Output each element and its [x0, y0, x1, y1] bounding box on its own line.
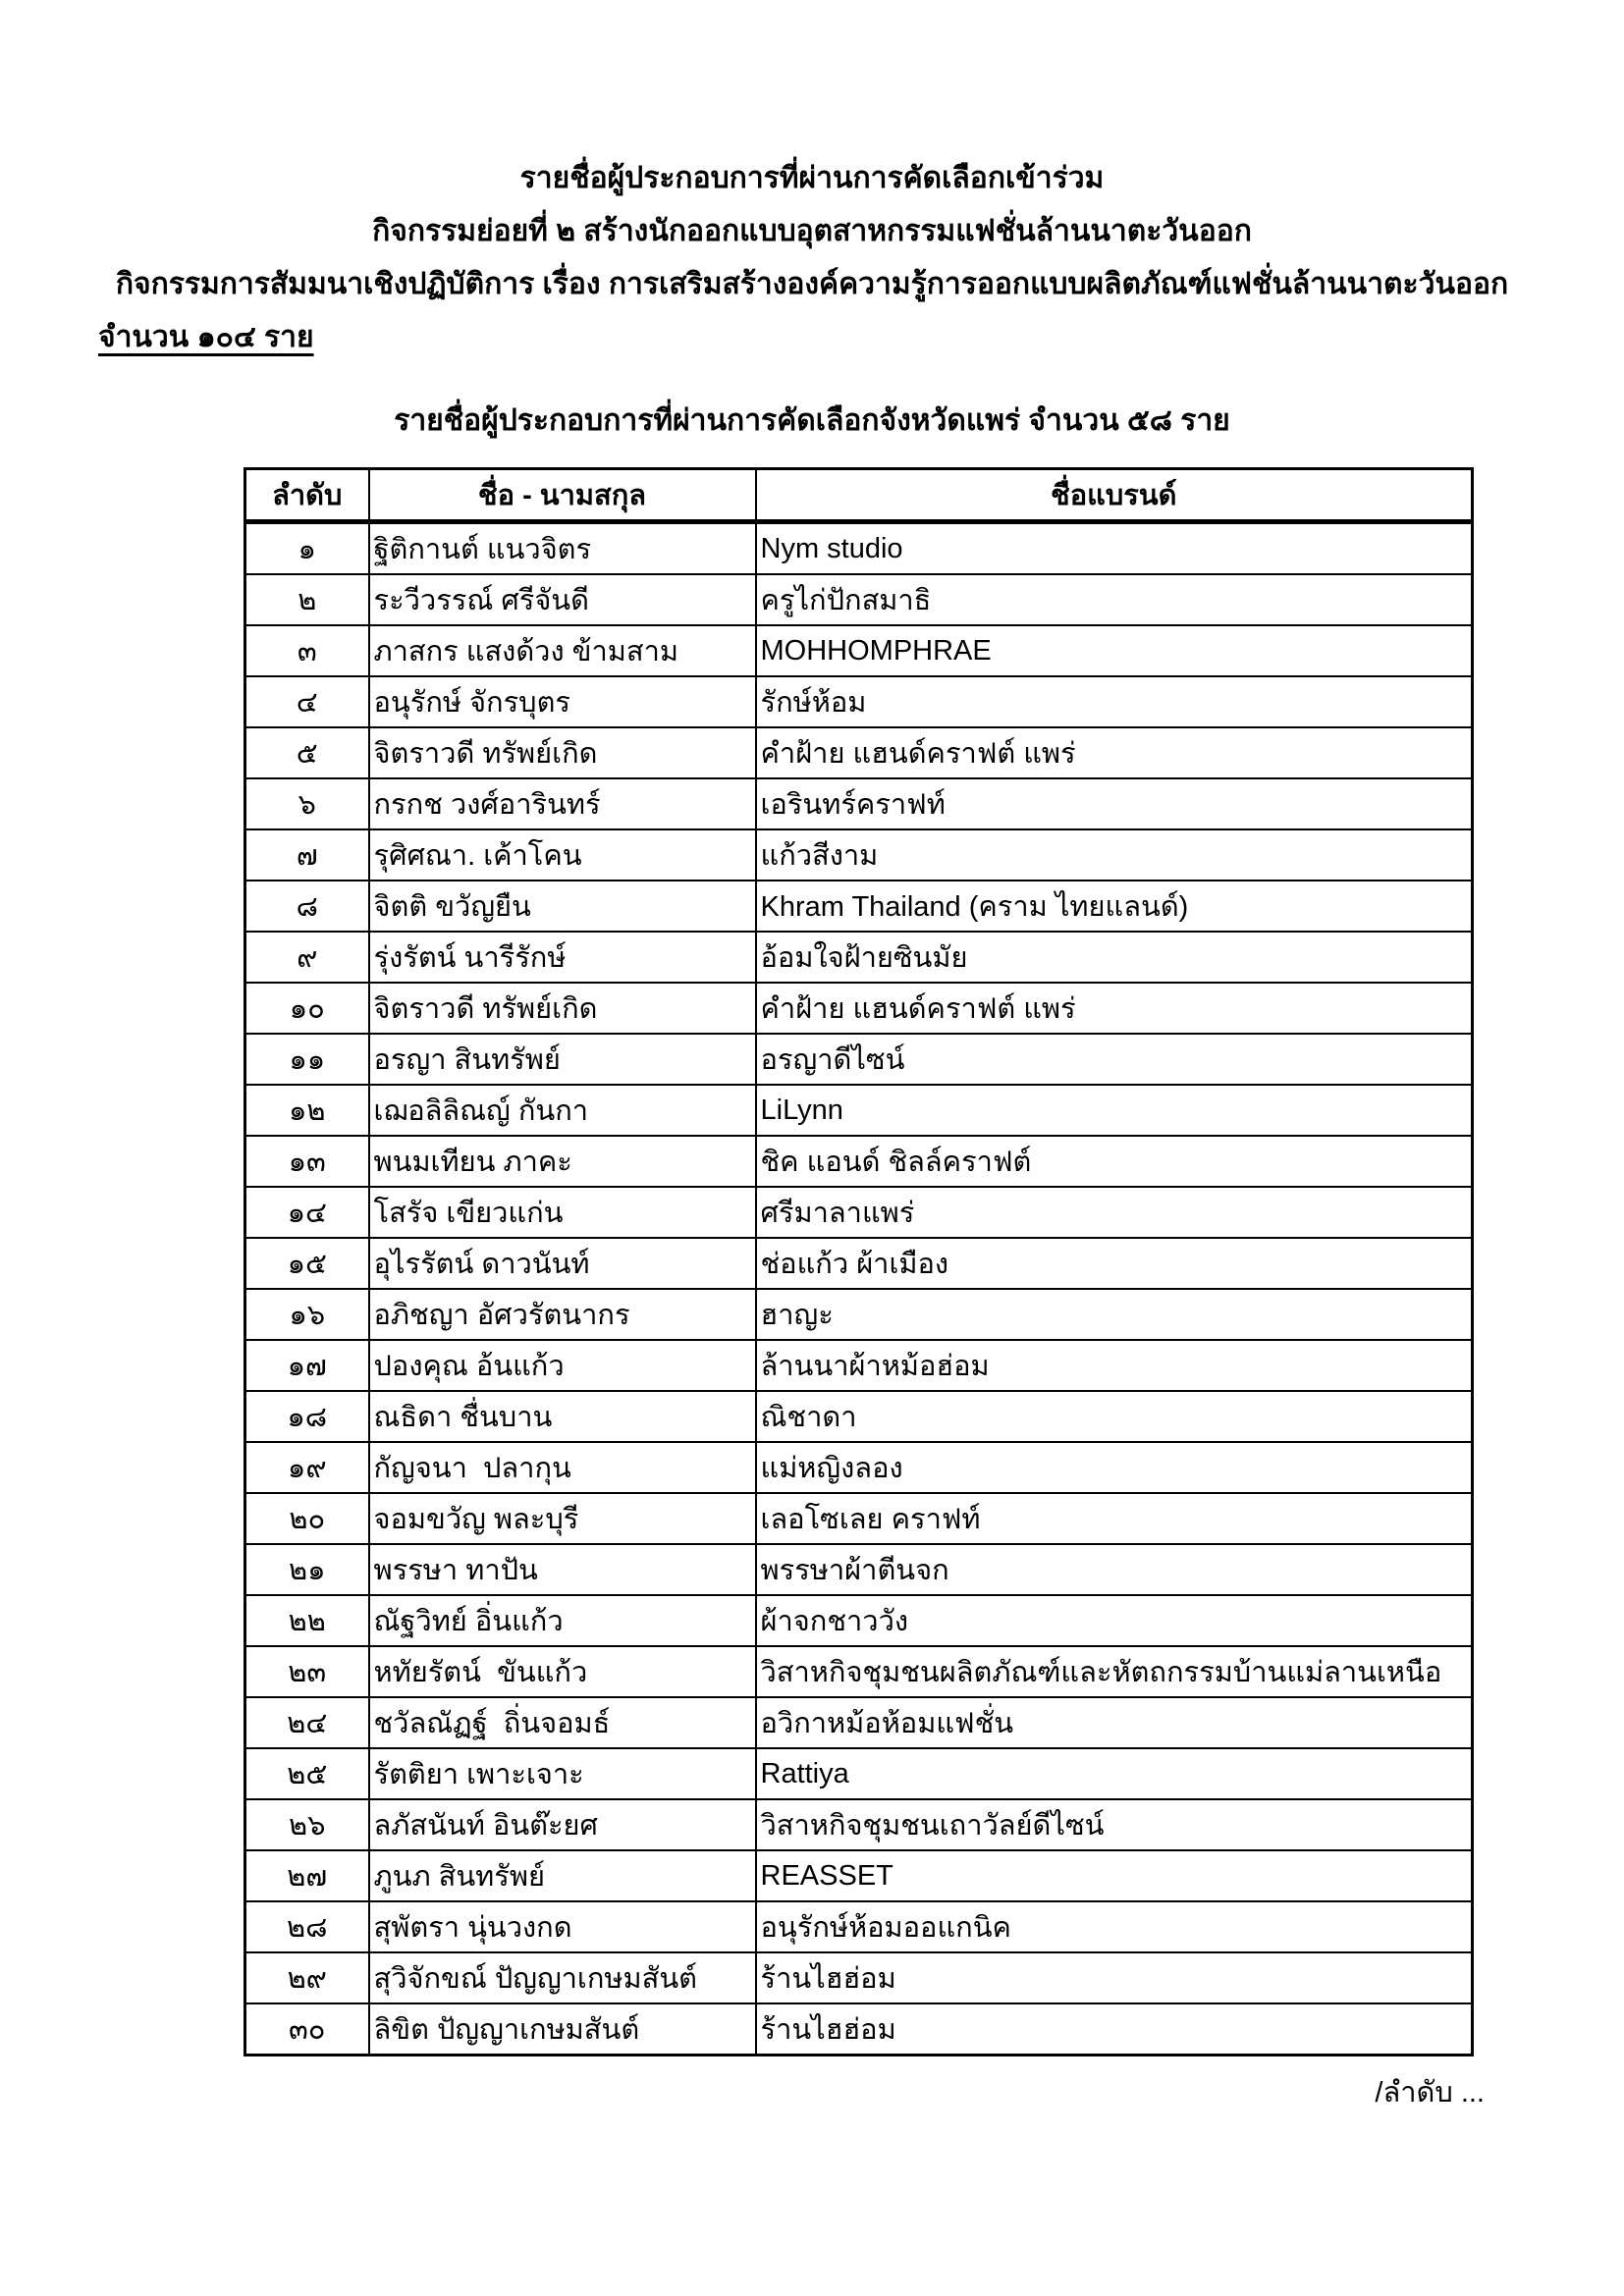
table-row: [245, 881, 1473, 932]
order-cell: ๓: [245, 625, 369, 676]
name-cell: อุไรรัตน์ ดาวนันท์: [369, 1238, 756, 1289]
brand-cell: แก้วสีงาม: [756, 829, 1473, 881]
name-cell: ภาสกร แสงด้วง ข้ามสาม: [369, 625, 756, 676]
name-cell: จอมขวัญ พละบุรี: [369, 1493, 756, 1544]
brand-cell: แม่หญิงลอง: [756, 1442, 1473, 1493]
header-cell-name: ชื่อ - นามสกุล: [369, 469, 756, 522]
table-row: [245, 1034, 1473, 1085]
brand-cell: เอรินทร์คราฟท์: [756, 778, 1473, 829]
table-row: [245, 829, 1473, 881]
name-cell: อนุรักษ์ จักรบุตร: [369, 676, 756, 727]
page-title-line-1: รายชื่อผู้ประกอบการที่ผ่านการคัดเลือกเข้าร่วม: [519, 162, 1105, 194]
table-row: [245, 1085, 1473, 1136]
name-cell: ณธิดา ชื่นบาน: [369, 1391, 756, 1442]
name-cell: ณัฐวิทย์ อิ่นแก้ว: [369, 1595, 756, 1646]
order-cell: ๑๐: [245, 983, 369, 1034]
document-content: [98, 0, 1526, 2056]
table-row: [245, 932, 1473, 983]
page-title-line-3: กิจกรรมการสัมมนาเชิงปฏิบัติการ เรื่อง การเสริมสร้างองค์ความรู้การออกแบบผลิตภัณฑ์แฟชั่นล้านนาตะวันออก: [115, 268, 1509, 300]
name-cell: ลิขิต ปัญญาเกษมสันต์: [369, 2003, 756, 2056]
brand-cell: อนุรักษ์ห้อมออแกนิค: [756, 1901, 1473, 1952]
table-row: [245, 778, 1473, 829]
brand-cell: Khram Thailand (คราม ไทยแลนด์): [756, 881, 1473, 932]
brand-cell: ผ้าจกชาววัง: [756, 1595, 1473, 1646]
order-cell: ๒๘: [245, 1901, 369, 1952]
brand-cell: วิสาหกิจชุมชนเถาวัลย์ดีไซน์: [756, 1799, 1473, 1850]
brand-cell: พรรษาผ้าตีนจก: [756, 1544, 1473, 1595]
name-cell: พรรษา ทาปัน: [369, 1544, 756, 1595]
total-count-line: จำนวน ๑๐๔ ราย: [98, 321, 314, 353]
brand-cell: REASSET: [756, 1850, 1473, 1901]
name-cell: อภิชญา อัศวรัตนากร: [369, 1289, 756, 1340]
brand-cell: ณิชาดา: [756, 1391, 1473, 1442]
name-cell: โสรัจ เขียวแก่น: [369, 1187, 756, 1238]
table-row: [245, 1340, 1473, 1391]
brand-cell: ร้านไฮฮ่อม: [756, 1952, 1473, 2003]
page-title-line-2: กิจกรรมย่อยที่ ๒ สร้างนักออกแบบอุตสาหกรรมแฟชั่นล้านนาตะวันออก: [372, 215, 1252, 247]
table-header-row: [245, 469, 1473, 522]
order-cell: ๕: [245, 727, 369, 778]
brand-cell: อ้อมใจฝ้ายซินมัย: [756, 932, 1473, 983]
order-cell: ๓๐: [245, 2003, 369, 2056]
name-cell: หทัยรัตน์ ขันแก้ว: [369, 1646, 756, 1697]
table-row: [245, 1493, 1473, 1544]
name-cell: ชวัลณัฏฐ์ ถิ่นจอมธ์: [369, 1697, 756, 1748]
brand-cell: วิสาหกิจชุมชนผลิตภัณฑ์และหัตถกรรมบ้านแม่ลานเหนือ: [756, 1646, 1473, 1697]
name-cell: กรกช วงศ์อารินทร์: [369, 778, 756, 829]
order-cell: ๑: [245, 522, 369, 575]
brand-cell: MOHHOMPHRAE: [756, 625, 1473, 676]
name-cell: ระวีวรรณ์ ศรีจันดี: [369, 574, 756, 625]
name-cell: สุวิจักขณ์ ปัญญาเกษมสันต์: [369, 1952, 756, 2003]
order-cell: ๒๔: [245, 1697, 369, 1748]
brand-cell: Nym studio: [756, 522, 1473, 575]
table-row: [245, 1595, 1473, 1646]
brand-cell: ล้านนาผ้าหม้อฮ่อม: [756, 1340, 1473, 1391]
table-title: รายชื่อผู้ประกอบการที่ผ่านการคัดเลือกจังหวัดแพร่ จำนวน ๕๘ ราย: [394, 404, 1230, 437]
brand-cell: ศรีมาลาแพร่: [756, 1187, 1473, 1238]
brand-cell: ชิค แอนด์ ชิลล์คราฟต์: [756, 1136, 1473, 1187]
brand-cell: รักษ์ห้อม: [756, 676, 1473, 727]
brand-cell: อวิกาหม้อห้อมแฟชั่น: [756, 1697, 1473, 1748]
order-cell: ๒: [245, 574, 369, 625]
name-cell: สุพัตรา นุ่นวงกด: [369, 1901, 756, 1952]
order-cell: ๑๖: [245, 1289, 369, 1340]
order-cell: ๑๓: [245, 1136, 369, 1187]
name-cell: ภูนภ สินทรัพย์: [369, 1850, 756, 1901]
order-cell: ๙: [245, 932, 369, 983]
name-cell: ฐิติกานต์ แนวจิตร: [369, 522, 756, 575]
name-cell: จิตราวดี ทรัพย์เกิด: [369, 727, 756, 778]
brand-cell: ร้านไฮฮ่อม: [756, 2003, 1473, 2056]
table-row: [245, 1952, 1473, 2003]
order-cell: ๒๙: [245, 1952, 369, 2003]
table-row: [245, 1442, 1473, 1493]
header-cell-order: ลำดับ: [245, 469, 369, 522]
title-block: [98, 152, 1526, 364]
brand-cell: คำฝ้าย แฮนด์คราฟต์ แพร่: [756, 983, 1473, 1034]
brand-cell: ช่อแก้ว ผ้าเมือง: [756, 1238, 1473, 1289]
order-cell: ๒๑: [245, 1544, 369, 1595]
order-cell: ๑๗: [245, 1340, 369, 1391]
table-row: [245, 1697, 1473, 1748]
order-cell: ๑๘: [245, 1391, 369, 1442]
order-cell: ๒๐: [245, 1493, 369, 1544]
table-row: [245, 1238, 1473, 1289]
table-row: [245, 522, 1473, 575]
order-cell: ๒๓: [245, 1646, 369, 1697]
brand-cell: LiLynn: [756, 1085, 1473, 1136]
name-cell: รุศิศณา. เค้าโคน: [369, 829, 756, 881]
table-row: [245, 983, 1473, 1034]
header-cell-brand: ชื่อแบรนด์: [756, 469, 1473, 522]
brand-cell: อรญาดีไซน์: [756, 1034, 1473, 1085]
footer-page-note: /ลำดับ ...: [1375, 2077, 1485, 2109]
table-row: [245, 1748, 1473, 1799]
order-cell: ๑๑: [245, 1034, 369, 1085]
name-cell: ปองคุณ อ้นแก้ว: [369, 1340, 756, 1391]
table-row: [245, 1799, 1473, 1850]
table-row: [245, 1391, 1473, 1442]
name-cell: กัญจนา ปลากุน: [369, 1442, 756, 1493]
name-cell: รัตติยา เพาะเจาะ: [369, 1748, 756, 1799]
name-cell: ลภัสนันท์ อินต๊ะยศ: [369, 1799, 756, 1850]
order-cell: ๖: [245, 778, 369, 829]
brand-cell: ครูไก่ปักสมาธิ: [756, 574, 1473, 625]
table-row: [245, 1850, 1473, 1901]
table-row: [245, 1646, 1473, 1697]
order-cell: ๒๒: [245, 1595, 369, 1646]
table-row: [245, 727, 1473, 778]
selection-table: [244, 467, 1474, 2056]
order-cell: ๘: [245, 881, 369, 932]
name-cell: จิตติ ขวัญยืน: [369, 881, 756, 932]
order-cell: ๒๗: [245, 1850, 369, 1901]
name-cell: จิตราวดี ทรัพย์เกิด: [369, 983, 756, 1034]
order-cell: ๑๔: [245, 1187, 369, 1238]
order-cell: ๑๒: [245, 1085, 369, 1136]
order-cell: ๑๕: [245, 1238, 369, 1289]
table-row: [245, 2003, 1473, 2056]
table-row: [245, 1544, 1473, 1595]
order-cell: ๒๖: [245, 1799, 369, 1850]
order-cell: ๑๙: [245, 1442, 369, 1493]
table-row: [245, 625, 1473, 676]
brand-cell: ฮาญะ: [756, 1289, 1473, 1340]
name-cell: รุ่งรัตน์ นารีรักษ์: [369, 932, 756, 983]
table-row: [245, 1901, 1473, 1952]
table-row: [245, 1289, 1473, 1340]
order-cell: ๔: [245, 676, 369, 727]
name-cell: อรญา สินทรัพย์: [369, 1034, 756, 1085]
table-row: [245, 676, 1473, 727]
table-row: [245, 1136, 1473, 1187]
brand-cell: คำฝ้าย แฮนด์คราฟต์ แพร่: [756, 727, 1473, 778]
name-cell: พนมเทียน ภาคะ: [369, 1136, 756, 1187]
brand-cell: Rattiya: [756, 1748, 1473, 1799]
order-cell: ๒๕: [245, 1748, 369, 1799]
brand-cell: เลอโซเลย คราฟท์: [756, 1493, 1473, 1544]
table-row: [245, 574, 1473, 625]
order-cell: ๗: [245, 829, 369, 881]
table-row: [245, 1187, 1473, 1238]
name-cell: เฌอลิลิณญ์ กันกา: [369, 1085, 756, 1136]
